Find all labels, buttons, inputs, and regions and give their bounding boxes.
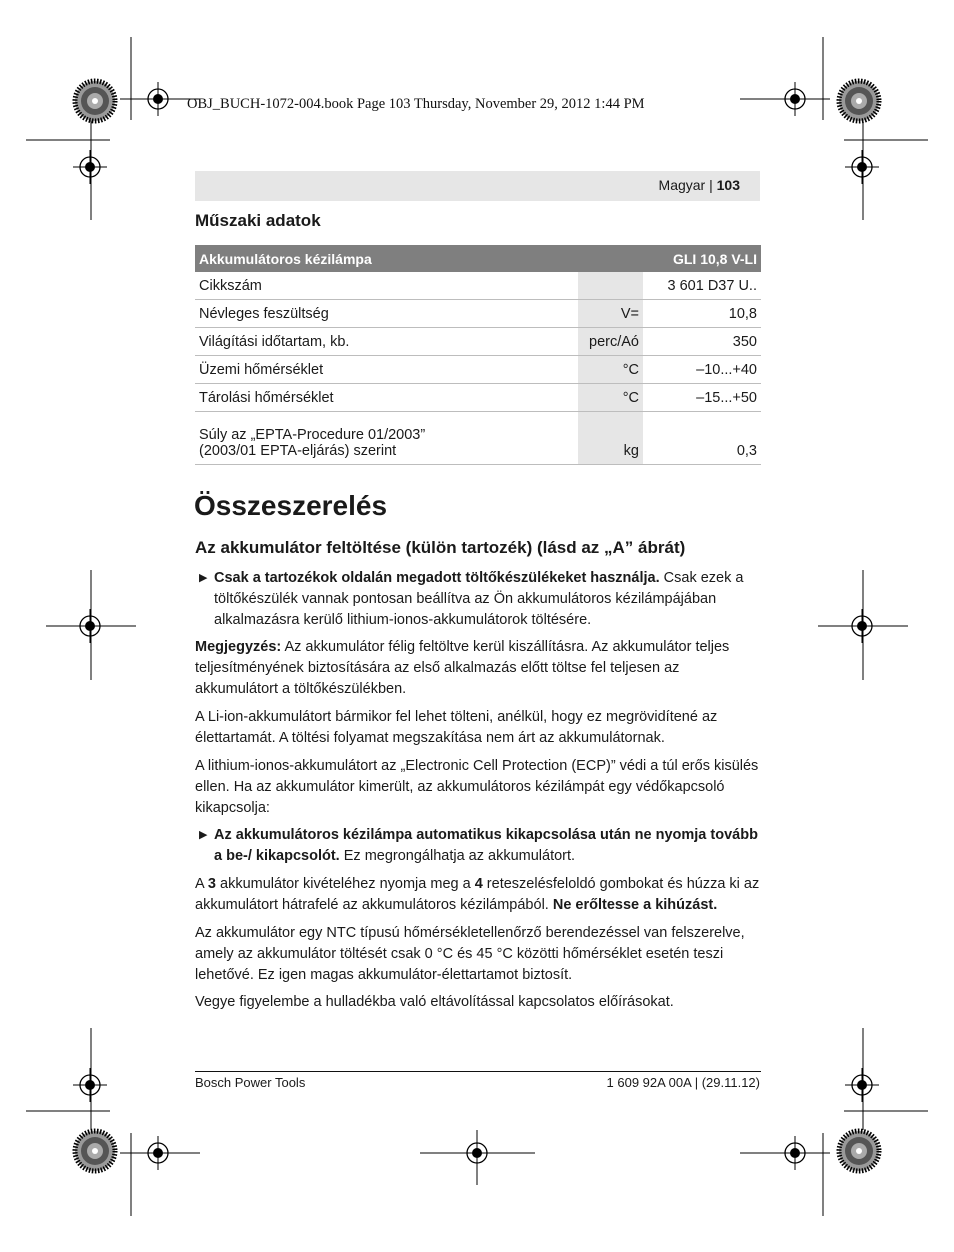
- paragraph: Az akkumulátor egy NTC típusú hőmérsékletellenőrző berendezéssel van felszerelve, amely az akkumulátor töltését csak 0 °C és 45 °C közötti hőmérséklet esetén teszi lehetővé. Ez igen magas akkumulátor-élettartamot biztosít.: [195, 925, 745, 983]
- spec-unit: °C: [578, 356, 643, 384]
- section-heading: Összeszerelés: [194, 490, 388, 521]
- paragraph: A lithium-ionos-akkumulátort az „Electronic Cell Protection (ECP)” védi a túl erős kisülés ellen. Ha az akkumulátor kimerült, az akkumulátoros kézilámpát egy védőkapcsoló kikapcsolja:: [195, 758, 759, 816]
- paragraph: A Li-ion-akkumulátort bármikor fel lehet tölteni, anélkül, hogy ez megrövidítené az élettartamát. A töltési folyamat megszakítása nem árt az akkumulátornak.: [195, 709, 718, 746]
- table-row: [195, 300, 761, 328]
- note-label: Megjegyzés:: [195, 639, 282, 655]
- spec-label: Névleges feszültség: [195, 300, 578, 328]
- spec-header-left: Akkumulátoros kézilámpa: [195, 245, 643, 272]
- table-row: [195, 328, 761, 356]
- bullet-text: Csak ezek a töltőkészülék vannak pontosan beállítva az Ön akkumulátoros kézilámpájában alkalmazásra kerülő lithium-ionos-akkumulátorok töltésére.: [214, 570, 744, 628]
- paragraph: [195, 874, 765, 916]
- page-header-bar: [195, 171, 760, 201]
- bullet-paragraph: [214, 568, 764, 631]
- spec-unit: °C: [578, 384, 643, 412]
- spec-value: 10,8: [643, 300, 761, 328]
- note-text: Az akkumulátor félig feltöltve kerül kiszállításra. Az akkumulátor teljes teljesítményének biztosítására az első alkalmazás előtt töltse fel teljesen az akkumulátort a töltőkészülékben.: [195, 639, 730, 697]
- footer-left: Bosch Power Tools: [195, 1075, 306, 1090]
- spec-value: –10...+40: [643, 356, 761, 384]
- spec-label-line: (2003/01 EPTA-eljárás) szerint: [199, 443, 397, 459]
- spec-table: [195, 245, 761, 465]
- spec-value: 3 601 D37 U..: [643, 272, 761, 300]
- table-row: [195, 384, 761, 412]
- note-paragraph: [195, 637, 765, 700]
- header-language: Magyar: [658, 177, 706, 193]
- spec-unit: V=: [578, 300, 643, 328]
- table-row: [195, 356, 761, 384]
- page-header: [659, 177, 740, 193]
- text-run: akkumulátor kivételéhez nyomja meg a: [215, 876, 475, 892]
- table-row: [195, 272, 761, 300]
- subsection-heading: Az akkumulátor feltöltése (külön tartozék) (lásd az „A” ábrát): [195, 538, 686, 557]
- text-run: A: [195, 876, 208, 892]
- ref-number: 3: [207, 876, 216, 892]
- spec-label-line: Súly az „EPTA-Procedure 01/2003”: [199, 427, 426, 443]
- spec-label: Világítási időtartam, kb.: [195, 328, 578, 356]
- ref-number: 4: [474, 876, 483, 892]
- spec-label: Cikkszám: [195, 272, 578, 300]
- spec-label: Tárolási hőmérséklet: [195, 384, 578, 412]
- spec-label: [195, 412, 578, 465]
- spec-unit: perc/Aó: [578, 328, 643, 356]
- footer-right: 1 609 92A 00A | (29.11.12): [606, 1075, 760, 1090]
- tech-data-heading: Műszaki adatok: [195, 211, 321, 230]
- bullet-triangle-icon: ▶: [199, 829, 208, 841]
- bullet-bold: Csak a tartozékok oldalán megadott töltőkészülékeket használja.: [214, 570, 660, 586]
- header-separator: |: [709, 177, 713, 193]
- spec-unit: kg: [578, 412, 643, 465]
- bullet-bold: Az akkumulátoros kézilámpa automatikus kikapcsolása után ne nyomja tovább a be-/ kikapcsolót.: [214, 827, 758, 864]
- header-page-number: 103: [716, 177, 740, 193]
- text-run: reteszelésfeloldó gombokat és húzza ki az akkumulátort hátrafelé az akkumulátoros kézilámpából.: [195, 876, 760, 913]
- spec-unit: [578, 272, 643, 300]
- spec-value: 350: [643, 328, 761, 356]
- spec-value: –15...+50: [643, 384, 761, 412]
- bullet-paragraph: [214, 825, 764, 867]
- bullet-triangle-icon: ▶: [199, 572, 208, 584]
- print-slug: OBJ_BUCH-1072-004.book Page 103 Thursday, November 29, 2012 1:44 PM: [187, 96, 645, 112]
- footer-divider: [195, 1071, 761, 1072]
- table-row: [195, 412, 761, 465]
- warning-text: Ne erőltesse a kihúzást.: [552, 897, 718, 913]
- spec-label: Üzemi hőmérséklet: [195, 356, 578, 384]
- bullet-text: Ez megrongálhatja az akkumulátort.: [339, 848, 576, 864]
- spec-header-right: GLI 10,8 V-LI: [643, 245, 761, 272]
- spec-table-header: [195, 245, 761, 272]
- paragraph: Vegye figyelembe a hulladékba való eltávolítással kapcsolatos előírásokat.: [195, 994, 674, 1010]
- spec-value: 0,3: [643, 412, 761, 465]
